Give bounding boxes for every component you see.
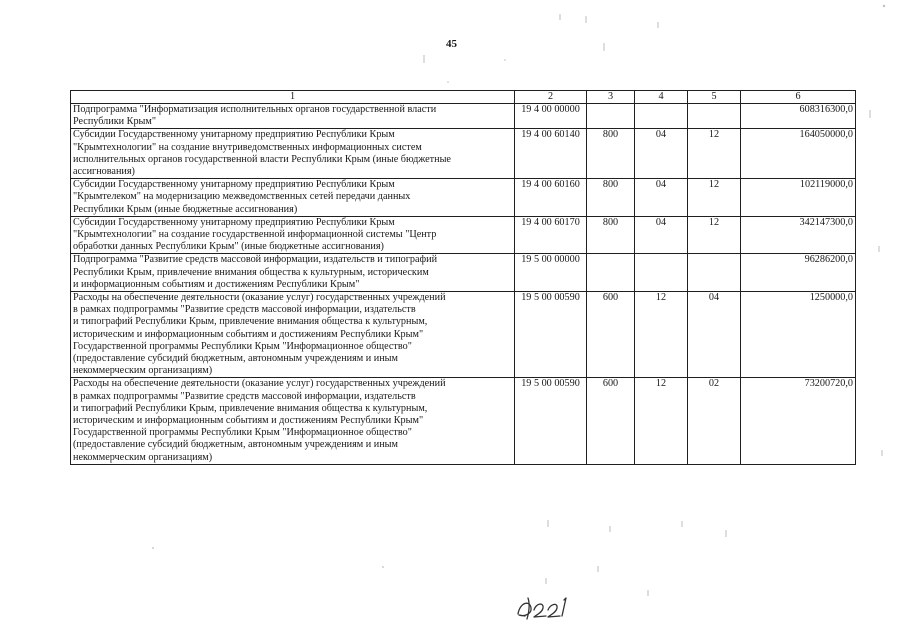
description-line: Расходы на обеспечение деятельности (оказание услуг) государственных учреждений [73, 378, 446, 390]
budget-code-cell: 19 4 00 60140 [515, 129, 587, 179]
description-line: Подпрограмма "Развитие средств массовой информации, издательств и типографий [73, 254, 438, 266]
description-line: Расходы на обеспечение деятельности (оказание услуг) государственных учреждений [73, 292, 446, 304]
table-row [71, 104, 856, 129]
section-cell: 04 [635, 179, 688, 217]
description-line: некоммерческим организациям) [73, 365, 213, 377]
expense-type-cell: 800 [587, 216, 635, 254]
budget-code-cell: 19 4 00 60160 [515, 179, 587, 217]
subsection-cell: 02 [688, 378, 741, 464]
table-row [71, 378, 856, 464]
header-col-6: 6 [741, 91, 856, 104]
row-description [71, 292, 515, 378]
table-row [71, 292, 856, 378]
description-line: Субсидии Государственному унитарному предприятию Республики Крым [73, 129, 395, 141]
section-cell: 12 [635, 378, 688, 464]
description-line: историческим и информационным событиям и достижениям Республики Крым" [73, 415, 424, 427]
budget-table [70, 90, 856, 465]
section-cell [635, 104, 688, 129]
header-col-2: 2 [515, 91, 587, 104]
row-description [71, 378, 515, 464]
budget-code-cell: 19 4 00 60170 [515, 216, 587, 254]
table-row [71, 216, 856, 254]
description-line: обработки данных Республики Крым" (иные бюджетные ассигнования) [73, 241, 384, 253]
subsection-cell: 04 [688, 292, 741, 378]
header-col-3: 3 [587, 91, 635, 104]
table-row [71, 179, 856, 217]
expense-type-cell [587, 254, 635, 292]
description-line: историческим и информационным событиям и достижениям Республики Крым" [73, 328, 424, 340]
amount-cell: 96286200,0 [741, 254, 856, 292]
budget-code-cell: 19 5 00 00590 [515, 292, 587, 378]
table-row [71, 129, 856, 179]
page-number: 45 [446, 38, 457, 50]
description-line: Субсидии Государственному унитарному предприятию Республики Крым [73, 179, 395, 191]
subsection-cell [688, 254, 741, 292]
expense-type-cell: 600 [587, 378, 635, 464]
description-line: и информационным событиям и достижениям Республики Крым" [73, 278, 360, 290]
description-line: Республики Крым" [73, 116, 156, 128]
description-line: и типографий Республики Крым, привлечение внимания общества к культурным, [73, 402, 428, 414]
row-description [71, 104, 515, 129]
expense-type-cell [587, 104, 635, 129]
subsection-cell: 12 [688, 179, 741, 217]
handwritten-signature [512, 590, 572, 624]
description-line: Субсидии Государственному унитарному предприятию Республики Крым [73, 216, 395, 228]
description-line: Государственной программы Республики Крым "Информационное общество" [73, 427, 412, 439]
amount-cell: 73200720,0 [741, 378, 856, 464]
row-description [71, 129, 515, 179]
budget-code-cell: 19 5 00 00000 [515, 254, 587, 292]
description-line: Республики Крым (иные бюджетные ассигнования) [73, 203, 298, 215]
description-line: Республики Крым, привлечение внимания общества к культурным, историческим [73, 266, 429, 278]
header-col-5: 5 [688, 91, 741, 104]
subsection-cell [688, 104, 741, 129]
expense-type-cell: 800 [587, 129, 635, 179]
description-line: некоммерческим организациям) [73, 451, 213, 463]
budget-code-cell: 19 4 00 00000 [515, 104, 587, 129]
table-body [71, 104, 856, 465]
description-line: исполнительных органов государственной власти Республики Крым (иные бюджетные [73, 153, 451, 165]
description-line: "Крымтелеком" на модернизацию межведомственных сетей передачи данных [73, 191, 411, 203]
section-cell: 12 [635, 292, 688, 378]
budget-code-cell: 19 5 00 00590 [515, 378, 587, 464]
description-line: (предоставление субсидий бюджетным, автономным учреждениям и иным [73, 353, 398, 365]
amount-cell: 164050000,0 [741, 129, 856, 179]
subsection-cell: 12 [688, 129, 741, 179]
section-cell [635, 254, 688, 292]
table-row [71, 254, 856, 292]
row-description [71, 216, 515, 254]
description-line: и типографий Республики Крым, привлечение внимания общества к культурным, [73, 316, 428, 328]
amount-cell: 102119000,0 [741, 179, 856, 217]
description-line: в рамках подпрограммы "Развитие средств массовой информации, издательств [73, 304, 416, 316]
subsection-cell: 12 [688, 216, 741, 254]
section-cell: 04 [635, 129, 688, 179]
description-line: "Крымтехнологии" на создание внутриведомственных информационных систем [73, 141, 422, 153]
expense-type-cell: 600 [587, 292, 635, 378]
description-line: Подпрограмма "Информатизация исполнительных органов государственной власти [73, 104, 437, 115]
description-line: "Крымтехнологии" на создание государственной информационной системы "Центр [73, 229, 437, 241]
description-line: ассигнования) [73, 166, 135, 178]
header-col-4: 4 [635, 91, 688, 104]
expense-type-cell: 800 [587, 179, 635, 217]
row-description [71, 179, 515, 217]
header-col-1: 1 [71, 91, 515, 104]
amount-cell: 608316300,0 [741, 104, 856, 129]
amount-cell: 342147300,0 [741, 216, 856, 254]
description-line: (предоставление субсидий бюджетным, автономным учреждениям и иным [73, 439, 398, 451]
table-header-row [71, 91, 856, 104]
section-cell: 04 [635, 216, 688, 254]
description-line: Государственной программы Республики Крым "Информационное общество" [73, 340, 412, 352]
amount-cell: 1250000,0 [741, 292, 856, 378]
description-line: в рамках подпрограммы "Развитие средств массовой информации, издательств [73, 390, 416, 402]
row-description [71, 254, 515, 292]
